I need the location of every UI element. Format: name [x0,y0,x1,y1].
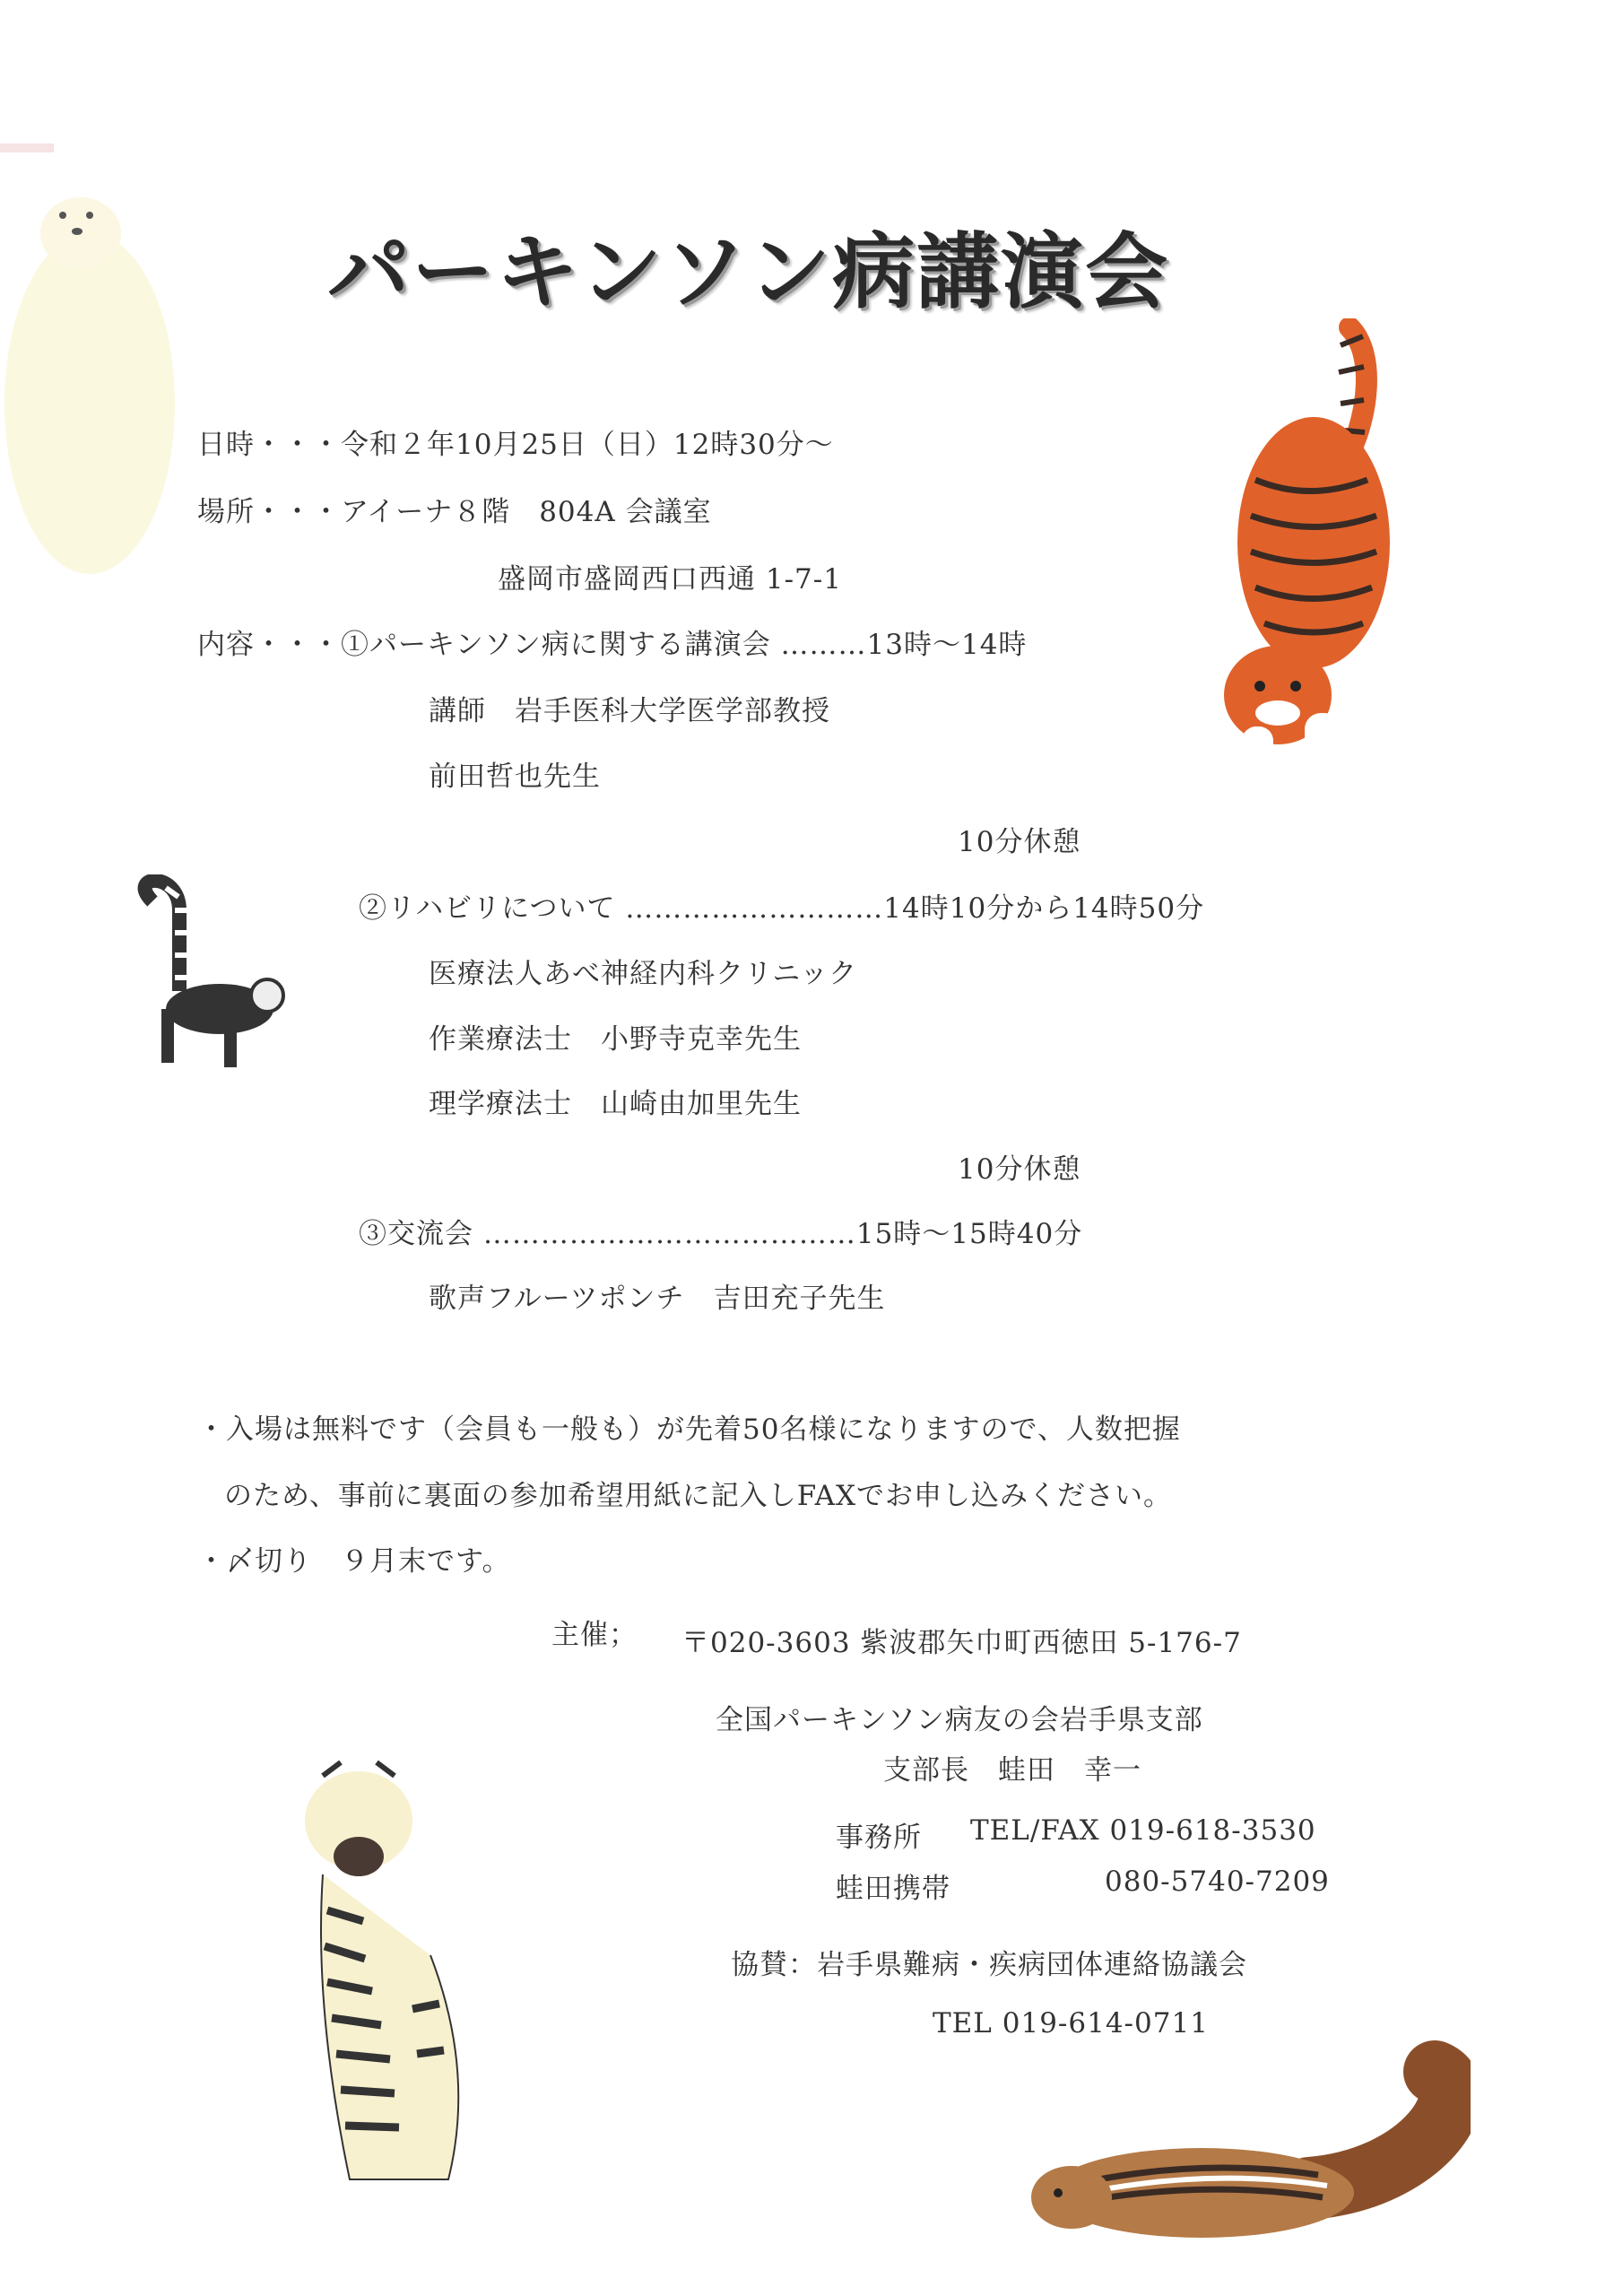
content-item-3: ③交流会 …………………………………15時～15時40分 [359,1218,1083,1250]
lemur-illustration [126,874,296,1090]
physical-therapist: 理学療法士 山崎由加里先生 [429,1088,802,1120]
lecturer-title: 講師 岩手医科大学医学部教授 [429,695,830,727]
office-tel: TEL/FAX 019-618-3530 [970,1814,1316,1847]
organizer-address: 〒020-3603 紫波郡矢巾町西徳田 5-176-7 [681,1627,1242,1659]
tiger-illustration [1215,318,1399,785]
break-2: 10分休憩 [958,1153,1081,1186]
address-line: 盛岡市盛岡西口西通 1-7-1 [498,563,842,596]
datetime-line: 日時・・・令和２年10月25日（日）12時30分～ [197,429,834,461]
polar-bear-illustration [0,135,179,583]
break-1: 10分休憩 [958,826,1081,858]
clinic-name: 医療法人あべ神経内科クリニック [429,958,858,990]
note-line-3: ・〆切り ９月末です。 [197,1545,511,1578]
organizer-name: 全国パーキンソン病友の会岩手県支部 [716,1704,1203,1736]
note-line-2: のため、事前に裏面の参加希望用紙に記入しFAXでお申し込みください。 [224,1480,1173,1512]
sponsor-tel: TEL 019-614-0711 [933,2007,1209,2039]
chipmunk-illustration [1013,2036,1471,2251]
note-line-1: ・入場は無料です（会員も一般も）が先着50名様になりますので、人数把握 [197,1413,1181,1446]
organizer-label: 主催； [551,1619,638,1651]
content-item-2: ②リハビリについて ………………………14時10分から14時50分 [359,892,1205,925]
mobile-label: 蛙田携帯 [836,1873,950,1905]
mobile-tel: 080-5740-7209 [1105,1866,1330,1898]
branch-chief: 支部長 蛙田 幸一 [883,1754,1141,1787]
lecturer-name: 前田哲也先生 [429,761,601,793]
zebra-illustration [287,1758,498,2206]
place-line: 場所・・・アイーナ８階 804A 会議室 [197,496,712,528]
singer-line: 歌声フルーツポンチ 吉田充子先生 [429,1283,886,1315]
page-title: パーキンソン病講演会 [327,224,1170,320]
sponsor-line: 協賛：岩手県難病・疾病団体連絡協議会 [731,1949,1247,1981]
content-item-1: 内容・・・①パーキンソン病に関する講演会 ………13時～14時 [197,629,1028,661]
office-label: 事務所 [836,1822,922,1854]
occupational-therapist: 作業療法士 小野寺克幸先生 [429,1023,802,1056]
